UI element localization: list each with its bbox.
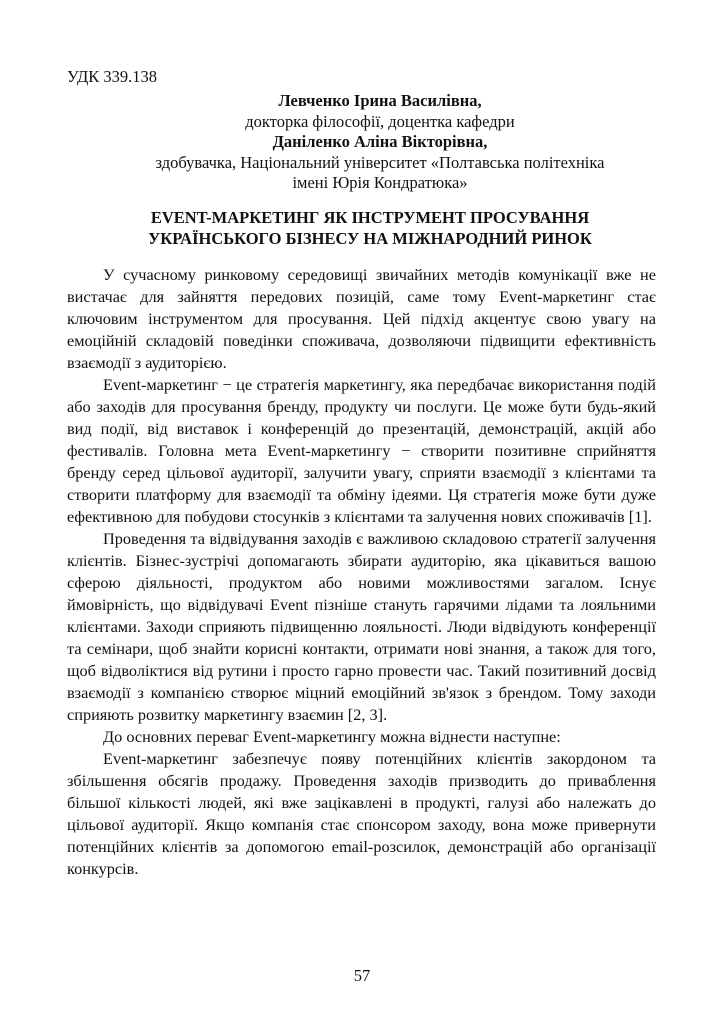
author-2-position-continued: імені Юрія Кондратюка»: [292, 173, 468, 192]
author-2-name: Даніленко Аліна Вікторівна,: [272, 132, 488, 151]
page-number: 57: [353, 966, 371, 985]
author-2-position: здобувачка, Національний університет «Полтавська політехніка: [155, 152, 605, 172]
author-block: [100, 91, 660, 194]
author-1-position: докторка філософії, доцентка кафедри: [245, 111, 515, 131]
author-1-name: Левченко Ірина Василівна,: [278, 91, 482, 110]
article-title: [70, 207, 670, 249]
paragraph-4: До основних переваг Event-маркетингу можна віднести наступне:: [103, 727, 561, 746]
paragraph-3: Проведення та відвідування заходів є важливою складовою стратегії залучення клієнтів. Бізнес-зустрічі допомагають збирати аудиторію, яка цікавиться вашою сферою діяльності, продуктом або новими можливостями загалом. Існує ймовірність, що відвідувачі Event пізніше стануть гарячими лідами та лояльними клієнтами. Заходи сприяють підвищенню лояльності. Люди відвідують конференції та семінари, щоб знайти корисні контакти, отримати нові знання, а також для того, щоб відволіктися від рутини і просто гарно провести час. Такий позитивний досвід взаємодії з компанією створює міцний емоційний зв'язок з брендом. Тому заходи сприяють розвитку маркетингу взаємин [2, 3].: [67, 529, 656, 724]
article-title-line-2: УКРАЇНСЬКОГО БІЗНЕСУ НА МІЖНАРОДНИЙ РИНОК: [148, 229, 592, 248]
paragraph-1: У сучасному ринковому середовищі звичайних методів комунікації вже не вистачає для зайняття передових позицій, саме тому Event-маркетинг стає ключовим інструментом для просування. Цей підхід акцентує свою увагу на емоційній складовій поведінки споживача, дозволяючи підвищити ефективність взаємодії з аудиторією.: [67, 265, 656, 372]
udk-code: УДК 339.138: [67, 67, 158, 86]
paragraph-5: Event-маркетинг забезпечує появу потенційних клієнтів закордоном та збільшення обсягів продажу. Проведення заходів призводить до приваблення більшої кількості людей, які вже зацікавлені в продукті, галузі або належать до цільової аудиторії. Якщо компанія стає спонсором заходу, вона може привернути потенційних клієнтів за допомогою email-розсилок, демонстрацій або організації конкурсів.: [67, 749, 656, 878]
article-body: [67, 264, 656, 880]
paragraph-2: Event-маркетинг − це стратегія маркетингу, яка передбачає використання подій або заходів для просування бренду, продукту чи послуги. Це може бути будь-який вид події, від виставок і конференцій до презентацій, демонстрацій, акцій або фестивалів. Головна мета Event-маркетингу − створити позитивне сприйняття бренду серед цільової аудиторії, залучити увагу, сприяти взаємодії з клієнтами та створити платформу для взаємодії та обміну ідеями. Ця стратегія може бути дуже ефективною для побудови стосунків з клієнтами та залучення нових споживачів [1].: [67, 375, 656, 526]
article-title-line-1: EVENT-МАРКЕТИНГ ЯК ІНСТРУМЕНТ ПРОСУВАННЯ: [150, 208, 590, 227]
